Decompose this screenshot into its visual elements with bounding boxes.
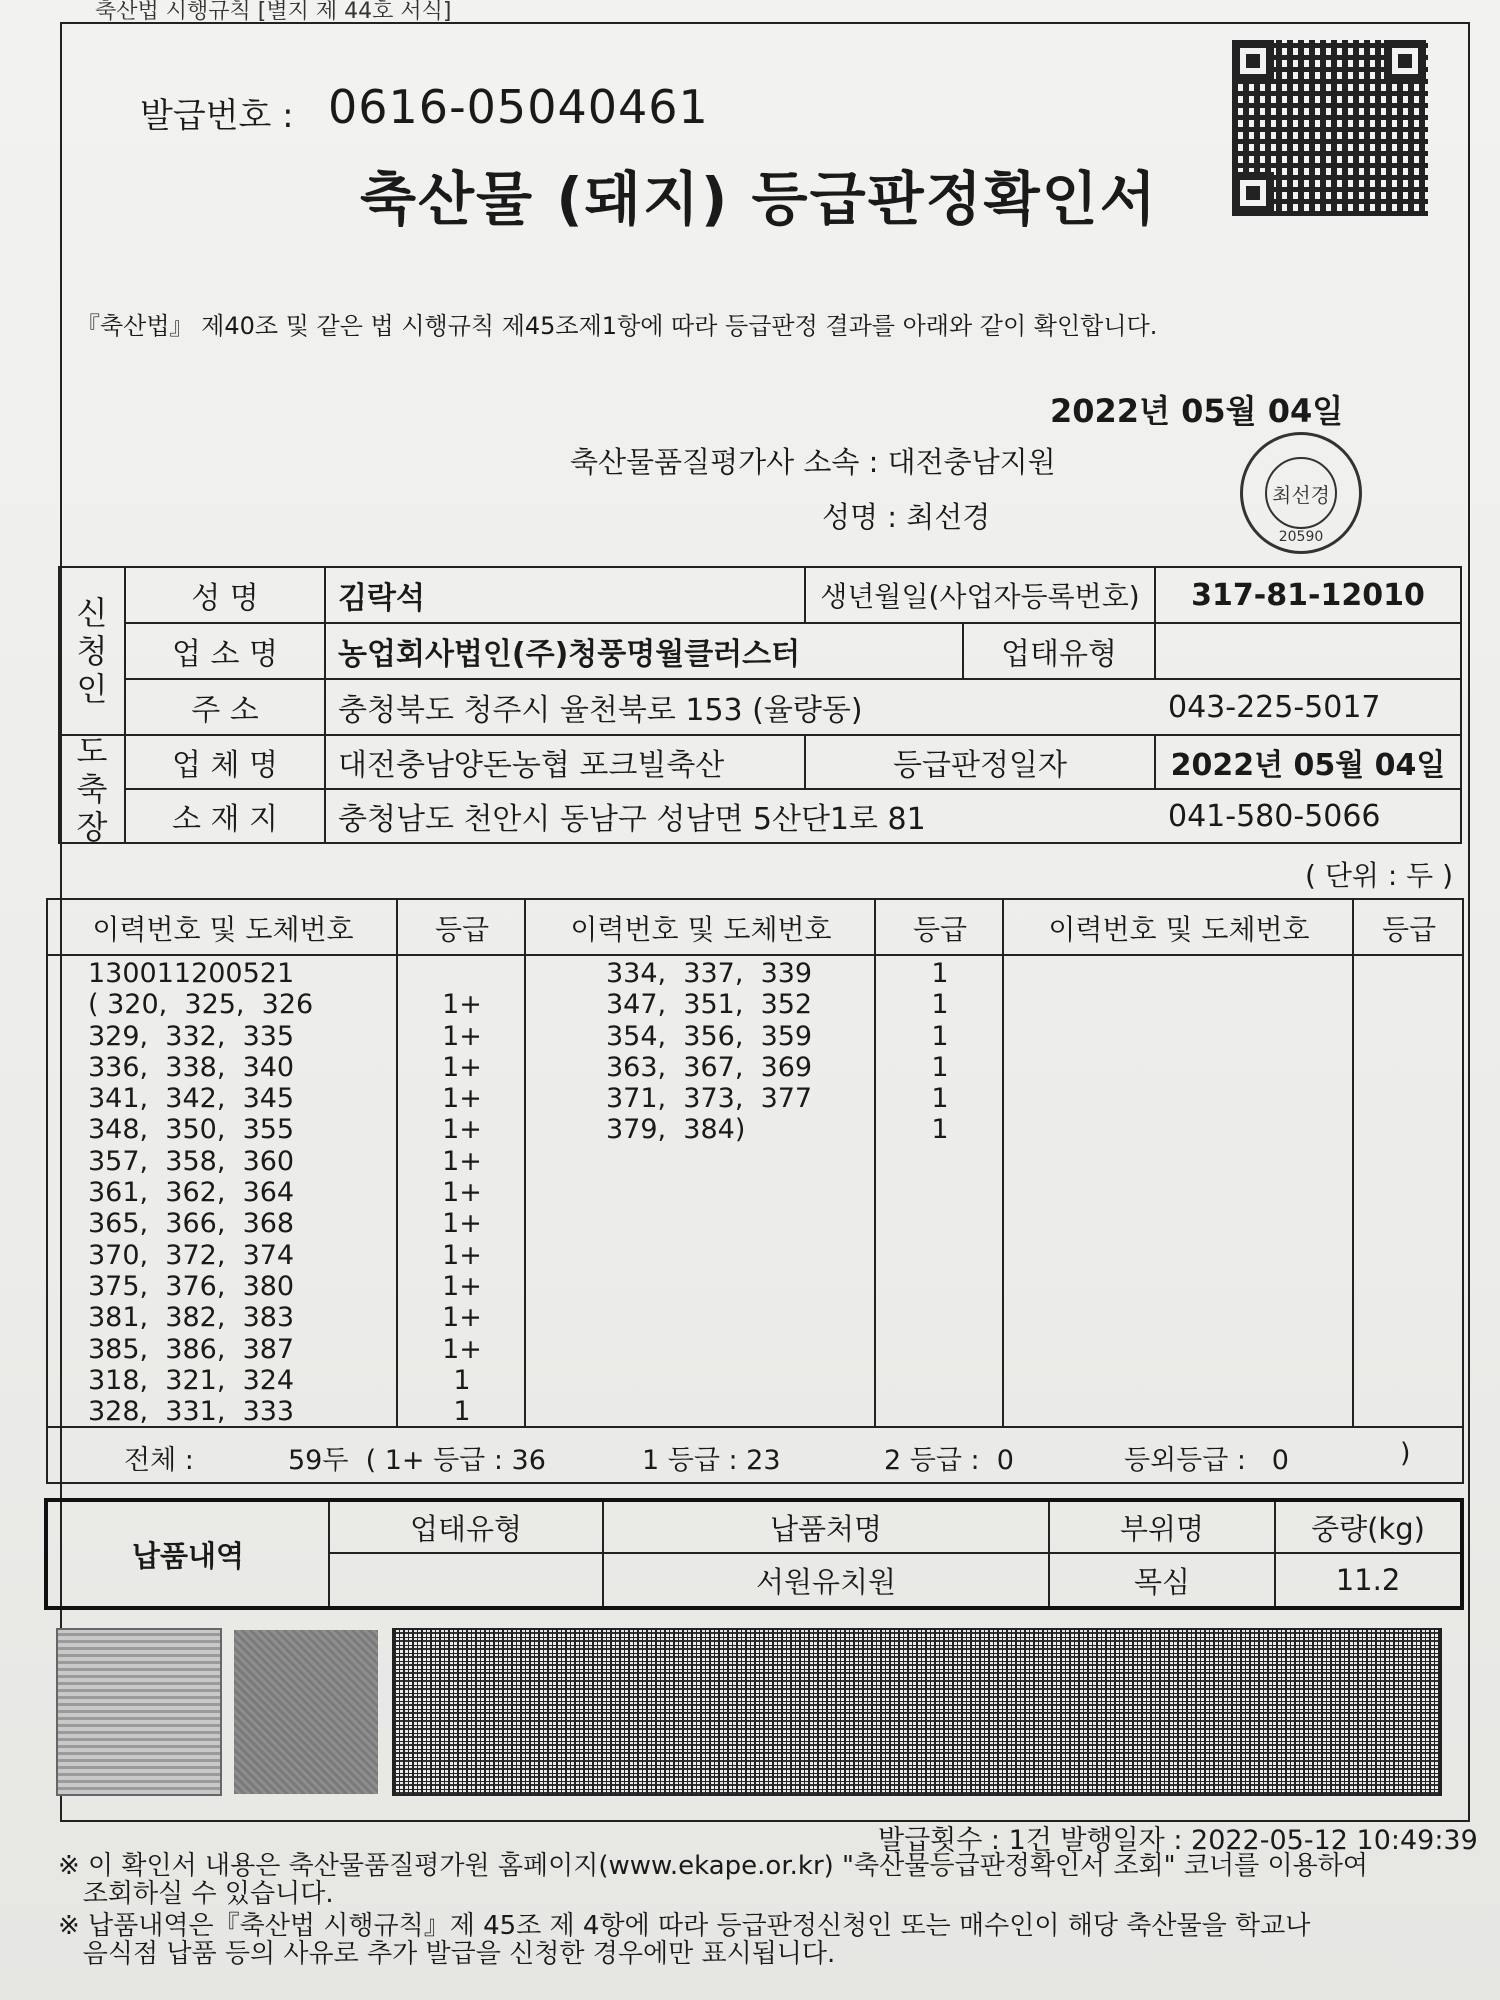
issue-number-label: 발급번호 : [140, 96, 294, 136]
applicant-section-char: 신 [76, 594, 108, 632]
note-verification: ※ 이 확인서 내용은 축산물품질평가원 홈페이지(www.ekape.or.kr) "축산물등급판정확인서 조회" 코너를 이용하여 조회하실 수 있습니다. [58, 1851, 1368, 1909]
slaughterhouse-section-char: 도 [76, 732, 108, 770]
slaughterhouse-location-text: 충청남도 천안시 동남구 성남면 5산단1로 81 [338, 802, 926, 837]
qr-finder-icon [1384, 40, 1426, 82]
delivery-label: 납품내역 [48, 1502, 330, 1606]
evaluator-affiliation: 축산물품질평가사 소속 : 대전충남지원 [570, 445, 1056, 479]
header-grade-3: 등급 [1381, 913, 1437, 946]
seal-number: 20590 [1278, 529, 1324, 545]
issue-number: 0616-05040461 [328, 80, 709, 134]
address-label: 주 소 [126, 680, 326, 736]
applicant-section-label [60, 568, 126, 736]
issue-meta: 발급횟수 : 1건 발행일자 : 2022-05-12 10:49:39 [878, 1825, 1478, 1856]
name-label: 성 명 [126, 568, 326, 624]
delivery-header-part: 부위명 [1050, 1502, 1276, 1554]
delivery-header-destination: 납품처명 [604, 1502, 1050, 1554]
birth-label: 생년월일(사업자등록번호) [806, 568, 1156, 624]
evaluator-name: 성명 : 최선경 [822, 500, 991, 534]
totals-grade2: 2 등급 : 0 [884, 1445, 1014, 1476]
security-pattern-icon [56, 1628, 222, 1796]
business-name: 농업회사법인(주)청풍명월클러스터 [326, 624, 964, 680]
qr-code-icon [1232, 40, 1428, 216]
delivery-part: 목심 [1050, 1554, 1276, 1606]
applicant-name: 김락석 [326, 568, 806, 624]
page-title: 축산물 (돼지) 등급판정확인서 [360, 165, 1158, 233]
unit-label: ( 단위 : 두 ) [1305, 859, 1454, 892]
legal-statement: 『축산법』 제40조 및 같은 법 시행규칙 제45조제1항에 따라 등급판정 결과를 아래와 같이 확인합니다. [76, 312, 1158, 340]
grade-table [46, 898, 1464, 1484]
totals-total: 59두 ( 1+ 등급 : 36 [288, 1445, 546, 1476]
qr-finder-icon [1232, 40, 1274, 82]
issue-date: 2022년 05월 04일 [1050, 392, 1344, 430]
location-label: 소 재 지 [126, 790, 326, 844]
grade-table-cell-frame [1004, 956, 1354, 1428]
applicant-section-char: 청 [76, 632, 108, 670]
delivery-header-biz-type: 업태유형 [330, 1502, 604, 1554]
grades-col2: 1 1 1 1 1 1 [931, 958, 949, 1146]
trace-numbers-col1: 130011200521 ( 320, 325, 326 329, 332, 335 336, 338, 340 341, 342, 345 348, 350, 355 357, 358, 360 361, 362, 364 365, 366, 368 370, 372, 374 375, 376, 380 381, 382, 383 385, 386, 387 318, 321, 324 328, 331, 333 [88, 958, 314, 1428]
delivery-table [44, 1498, 1464, 1610]
header-grade-2: 등급 [912, 913, 968, 946]
biz-type-value [1156, 624, 1462, 680]
biz-type-label: 업태유형 [964, 624, 1156, 680]
slaughterhouse-location [326, 790, 1462, 844]
grading-date-label: 등급판정일자 [806, 736, 1156, 790]
security-barcode-strip [44, 1620, 1464, 1810]
delivery-weight: 11.2 [1335, 1563, 1401, 1597]
slaughterhouse-section-label [60, 732, 126, 846]
business-registration-number: 317-81-12010 [1156, 568, 1462, 624]
slaughterhouse-company: 대전충남양돈농협 포크빌축산 [326, 736, 806, 790]
totals-off-grade: 등외등급 : 0 [1124, 1445, 1289, 1476]
slaughterhouse-phone: 041-580-5066 [1168, 798, 1381, 834]
totals-close: ) [1400, 1438, 1411, 1469]
applicant-section-char: 인 [76, 670, 108, 708]
applicant-phone: 043-225-5017 [1168, 689, 1381, 725]
grades-col1: 1+ 1+ 1+ 1+ 1+ 1+ 1+ 1+ 1+ 1+ 1+ 1+ 1 1 [442, 989, 482, 1428]
company-label: 업 체 명 [126, 736, 326, 790]
totals-label: 전체 : [124, 1445, 194, 1476]
slaughterhouse-section-char: 장 [76, 808, 108, 846]
header-trace-number-3: 이력번호 및 도체번호 [1048, 913, 1310, 946]
qr-finder-icon [1232, 172, 1274, 214]
header-trace-number-2: 이력번호 및 도체번호 [570, 913, 832, 946]
trace-numbers-col2: 334, 337, 339 347, 351, 352 354, 356, 359 363, 367, 369 371, 373, 377 379, 384) [606, 958, 813, 1146]
official-seal-icon [1240, 432, 1362, 554]
applicant-address-text: 충청북도 청주시 율천북로 153 (율량동) [338, 693, 863, 728]
header-grade-1: 등급 [434, 913, 490, 946]
slaughterhouse-section-char: 축 [76, 770, 108, 808]
note-delivery: ※ 납품내역은『축산법 시행규칙』제 45조 제 4항에 따라 등급판정신청인 또는 매수인이 해당 축산물을 학교나 음식점 납품 등의 사유로 추가 발급을 신청한 경우에만 표시됩니다. [58, 1911, 1311, 1969]
form-label: 축산법 시행규칙 [별지 제 44호 서식] [95, 0, 452, 24]
info-table [58, 566, 1462, 844]
totals-grade1: 1 등급 : 23 [642, 1445, 781, 1476]
delivery-destination: 서원유치원 [604, 1554, 1050, 1606]
business-label: 업 소 명 [126, 624, 326, 680]
applicant-address [326, 680, 1462, 736]
delivery-biz-type [330, 1554, 604, 1606]
delivery-header-weight: 중량(kg) [1276, 1502, 1460, 1554]
header-trace-number-1: 이력번호 및 도체번호 [92, 913, 354, 946]
grade-table-cell-frame [1354, 956, 1464, 1428]
security-hologram-icon [234, 1630, 378, 1794]
2d-barcode-icon [392, 1628, 1442, 1796]
seal-name: 최선경 [1265, 457, 1337, 529]
grading-date: 2022년 05월 04일 [1156, 736, 1462, 790]
